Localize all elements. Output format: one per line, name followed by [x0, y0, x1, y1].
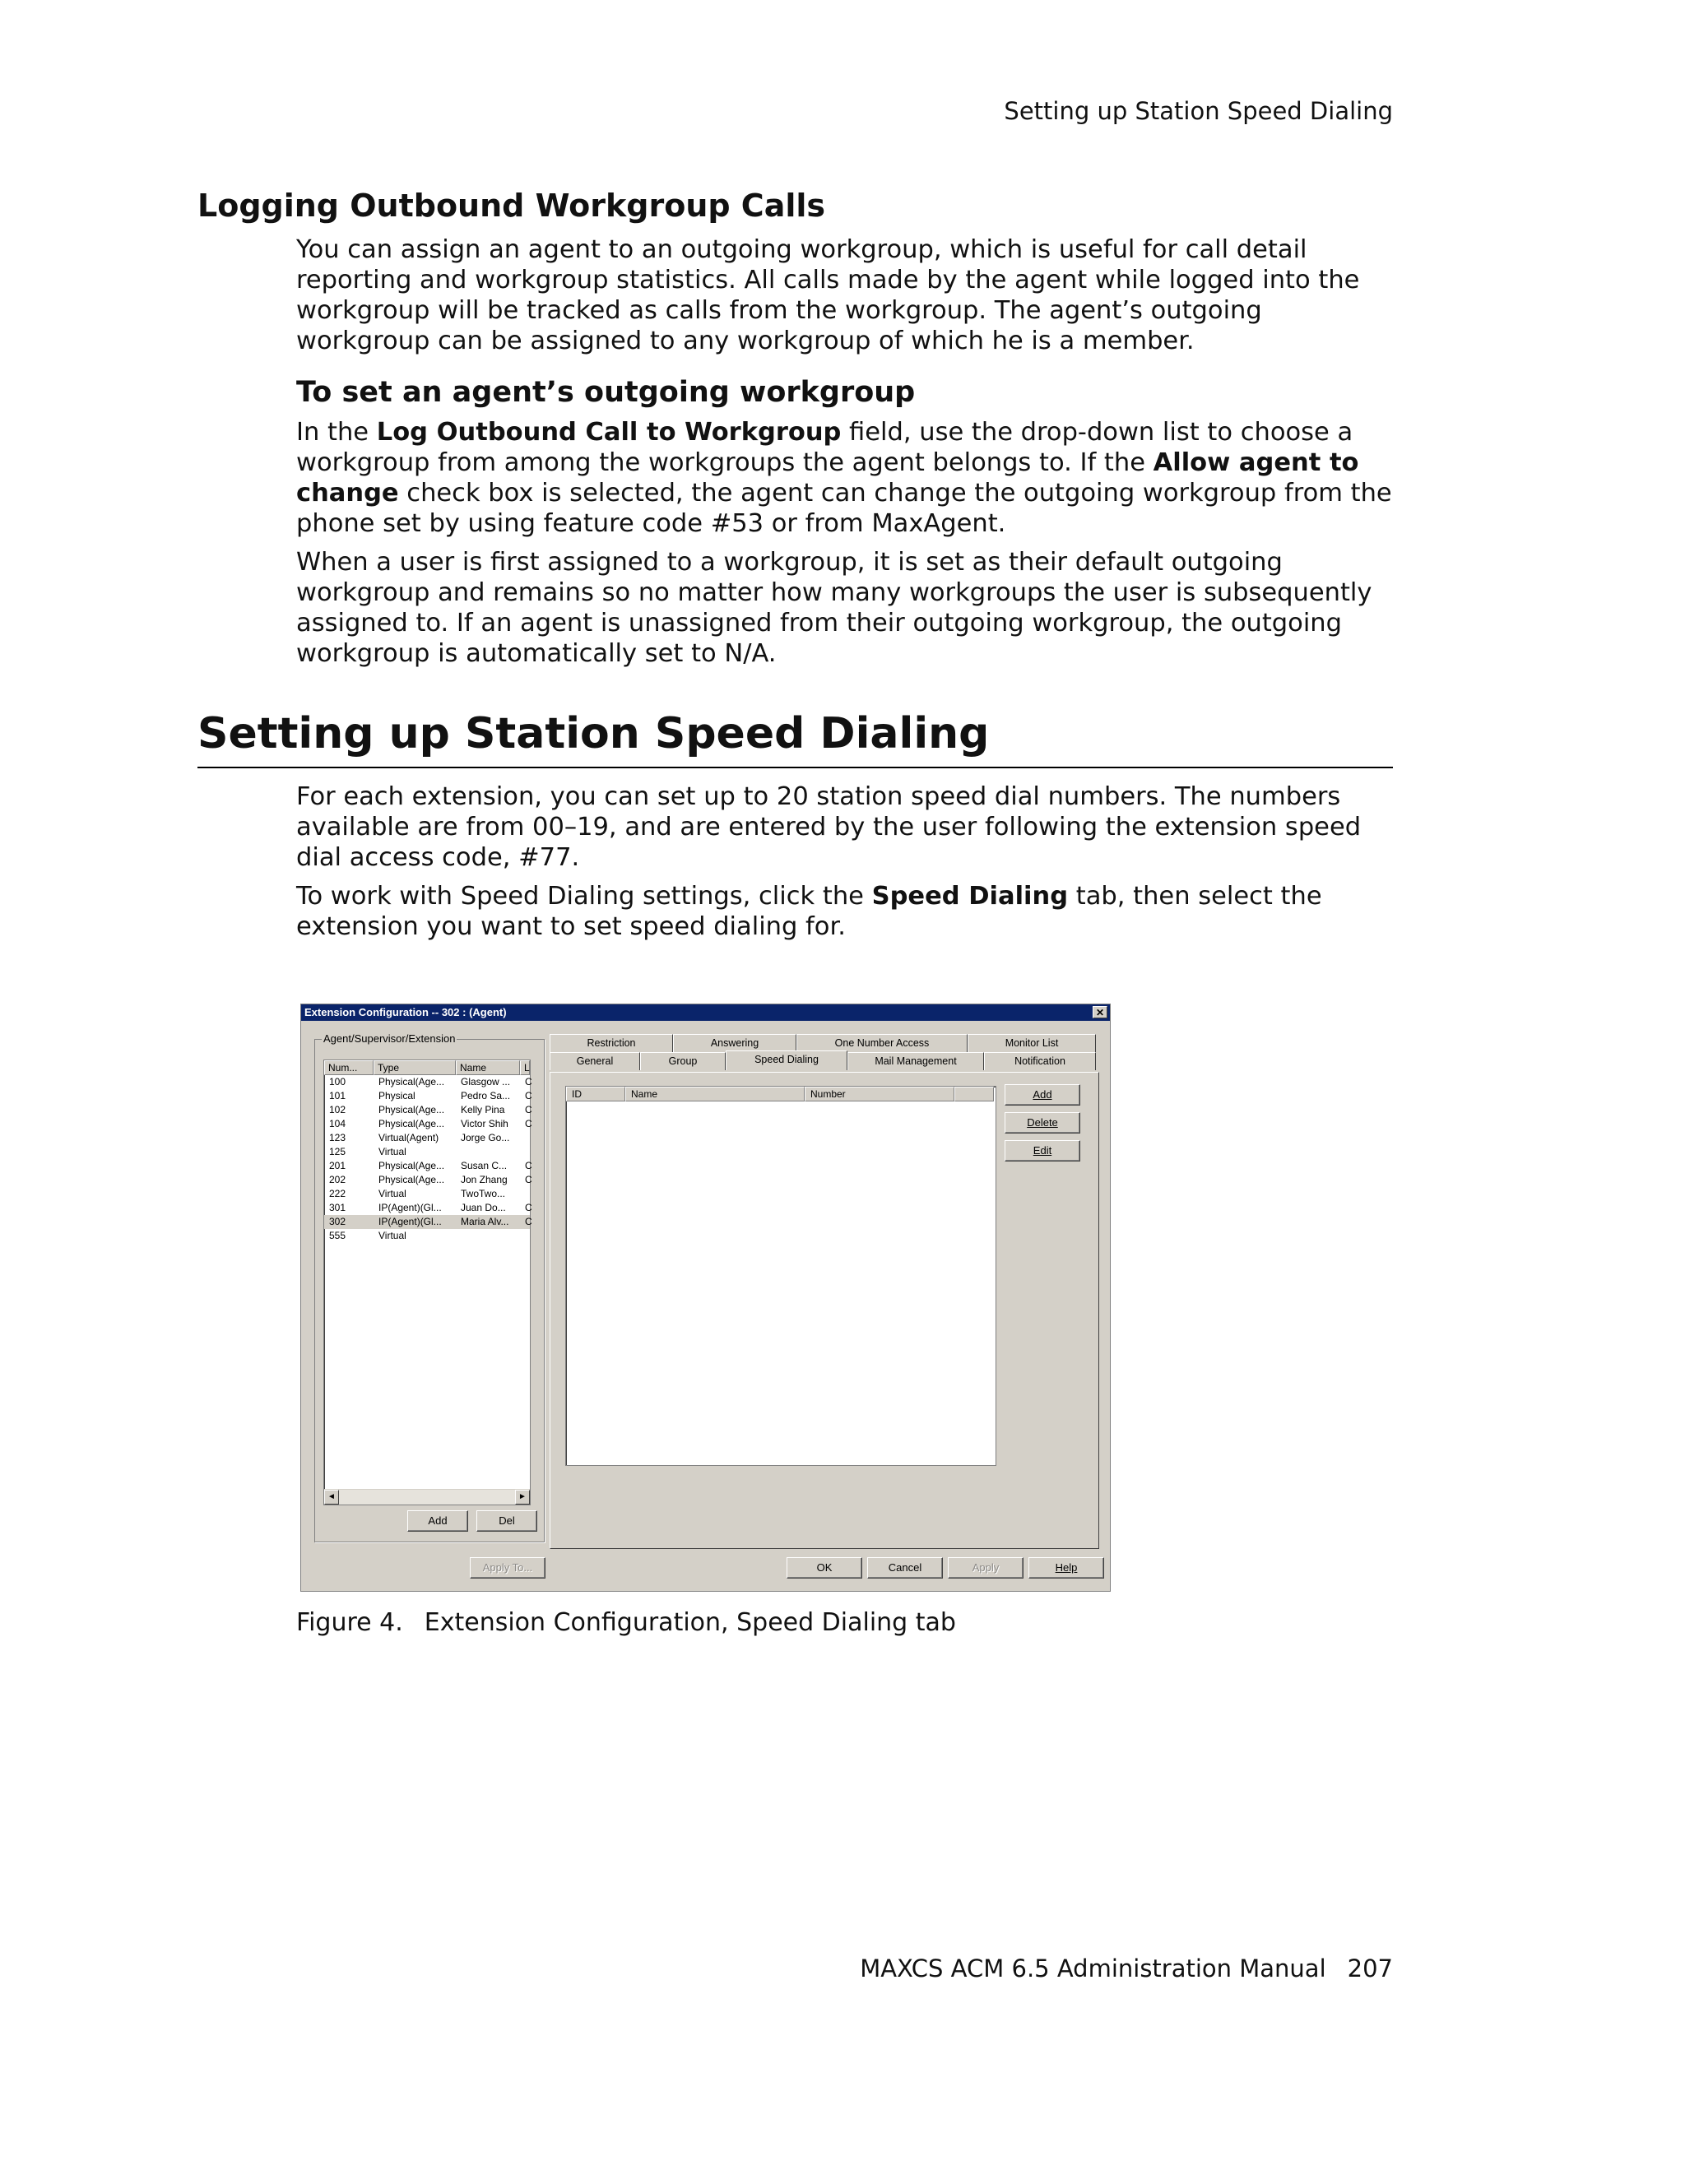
- tab-notification[interactable]: Notification: [984, 1052, 1096, 1070]
- column-header-num[interactable]: Num...: [324, 1060, 374, 1075]
- table-row-selected[interactable]: 302 IP(Agent)(Gl... Maria Alv... C: [324, 1215, 530, 1229]
- speed-dial-grid[interactable]: [565, 1086, 996, 1466]
- apply-button[interactable]: Apply: [948, 1557, 1024, 1579]
- horizontal-scrollbar[interactable]: [324, 1489, 530, 1505]
- page-footer: [860, 1954, 1393, 1982]
- speed-dial-grid-header: [566, 1087, 996, 1101]
- paragraph-speed-dial-tab: To work with Speed Dialing settings, click the Speed Dialing tab, then select the extension you want to set speed dialing for.: [296, 882, 1322, 941]
- paragraph-log-outbound-procedure: In the Log Outbound Call to Workgroup field, use the drop-down list to choose a workgroup from among the workgroups the agent belongs to. If the Allow agent to change check box is selected, the agent can change the outgoing workgroup from the phone set by using feature code #53 or from MaxAgent.: [296, 418, 1392, 538]
- agent-extension-group: [314, 1032, 545, 1542]
- manual-title: MAXCS ACM 6.5 Administration Manual: [860, 1954, 1326, 1982]
- section-heading-logging-outbound: Logging Outbound Workgroup Calls: [197, 188, 826, 224]
- edit-speed-dial-button[interactable]: Edit: [1005, 1140, 1080, 1162]
- table-row[interactable]: 100 Physical(Age... Glasgow ... C: [329, 1076, 532, 1087]
- table-row[interactable]: 301 IP(Agent)(Gl... Juan Do... C: [329, 1202, 532, 1213]
- column-header-id[interactable]: ID: [566, 1087, 625, 1101]
- scroll-left-icon[interactable]: ◄: [324, 1490, 339, 1505]
- column-header-blank: [954, 1087, 994, 1101]
- delete-speed-dial-button[interactable]: Delete: [1005, 1112, 1080, 1134]
- tab-row-top: [550, 1034, 1096, 1052]
- bold-checkbox-name: Allow agent to change: [296, 448, 1359, 508]
- tab-speed-dialing[interactable]: Speed Dialing: [726, 1050, 847, 1070]
- tab-monitor-list[interactable]: Monitor List: [968, 1034, 1096, 1052]
- column-header-name[interactable]: Name: [625, 1087, 805, 1101]
- table-row[interactable]: 123 Virtual(Agent) Jorge Go...: [329, 1132, 510, 1143]
- dialog-titlebar: [301, 1004, 1110, 1021]
- tab-one-number-access[interactable]: One Number Access: [796, 1034, 968, 1052]
- speed-dialing-panel: [550, 1072, 1099, 1549]
- scroll-right-icon[interactable]: ►: [515, 1490, 530, 1505]
- running-head: Setting up Station Speed Dialing: [1004, 97, 1393, 125]
- table-row[interactable]: 202 Physical(Age... Jon Zhang C: [329, 1174, 532, 1185]
- figure-text: Extension Configuration, Speed Dialing tab: [424, 1608, 956, 1637]
- tab-restriction[interactable]: Restriction: [550, 1034, 673, 1052]
- tab-group[interactable]: Group: [640, 1052, 726, 1070]
- procedure-heading: To set an agent’s outgoing workgroup: [296, 376, 916, 409]
- chapter-heading-speed-dialing: Setting up Station Speed Dialing: [197, 709, 990, 758]
- extension-list-header: [324, 1060, 530, 1075]
- figure-label: Figure 4.: [296, 1608, 403, 1637]
- bold-field-name: Log Outbound Call to Workgroup: [376, 418, 842, 447]
- dialog-title: Extension Configuration -- 302 : (Agent): [304, 1006, 507, 1018]
- column-header-number[interactable]: Number: [805, 1087, 954, 1101]
- paragraph-outgoing-workgroup-intro: You can assign an agent to an outgoing workgroup, which is useful for call detail reporting and workgroup statistics. All calls made by the agent while logged into the workgroup will be tracked as calls from the workgroup. The agent’s outgoing workgroup can be assigned to any workgroup of which he is a member.: [296, 235, 1360, 355]
- tab-row-bottom: [550, 1052, 1096, 1070]
- add-extension-button[interactable]: Add: [407, 1510, 468, 1532]
- extension-configuration-dialog: [300, 1004, 1111, 1592]
- page-number: 207: [1347, 1954, 1393, 1982]
- tab-answering[interactable]: Answering: [673, 1034, 796, 1052]
- help-button[interactable]: Help: [1028, 1557, 1104, 1579]
- paragraph-speed-dial-intro: For each extension, you can set up to 20 station speed dial numbers. The numbers available are from 00–19, and are entered by the user following the extension speed dial access code, #77.: [296, 782, 1362, 872]
- heading-rule: [197, 767, 1393, 768]
- bold-tab-name: Speed Dialing: [871, 882, 1069, 911]
- paragraph-default-workgroup: When a user is first assigned to a workgroup, it is set as their default outgoing workgroup and remains so no matter how many workgroups the user is subsequently assigned to. If an agent is unassigned from their outgoing workgroup, the outgoing workgroup is automatically set to N/A.: [296, 548, 1372, 668]
- close-icon[interactable]: ✕: [1093, 1006, 1107, 1018]
- table-row[interactable]: 555 Virtual: [329, 1230, 406, 1241]
- column-header-l[interactable]: L: [520, 1060, 530, 1075]
- cancel-button[interactable]: Cancel: [867, 1557, 943, 1579]
- tab-mail-management[interactable]: Mail Management: [847, 1052, 984, 1070]
- group-label: Agent/Supervisor/Extension: [323, 1032, 456, 1045]
- delete-extension-button[interactable]: Del: [476, 1510, 537, 1532]
- column-header-type[interactable]: Type: [374, 1060, 456, 1075]
- ok-button[interactable]: OK: [787, 1557, 862, 1579]
- table-row[interactable]: 125 Virtual: [329, 1146, 406, 1157]
- tab-general[interactable]: General: [550, 1052, 640, 1070]
- table-row[interactable]: 222 Virtual TwoTwo...: [329, 1188, 506, 1199]
- table-row[interactable]: 101 Physical Pedro Sa... C: [329, 1090, 532, 1101]
- figure-caption: [296, 1608, 956, 1637]
- table-row[interactable]: 102 Physical(Age... Kelly Pina C: [329, 1104, 532, 1115]
- add-speed-dial-button[interactable]: Add: [1005, 1084, 1080, 1106]
- apply-to-button[interactable]: Apply To...: [470, 1557, 545, 1579]
- table-row[interactable]: 201 Physical(Age... Susan C... C: [329, 1160, 532, 1171]
- extension-list[interactable]: [323, 1060, 531, 1505]
- table-row[interactable]: 104 Physical(Age... Victor Shih C: [329, 1118, 532, 1129]
- column-header-name[interactable]: Name: [456, 1060, 520, 1075]
